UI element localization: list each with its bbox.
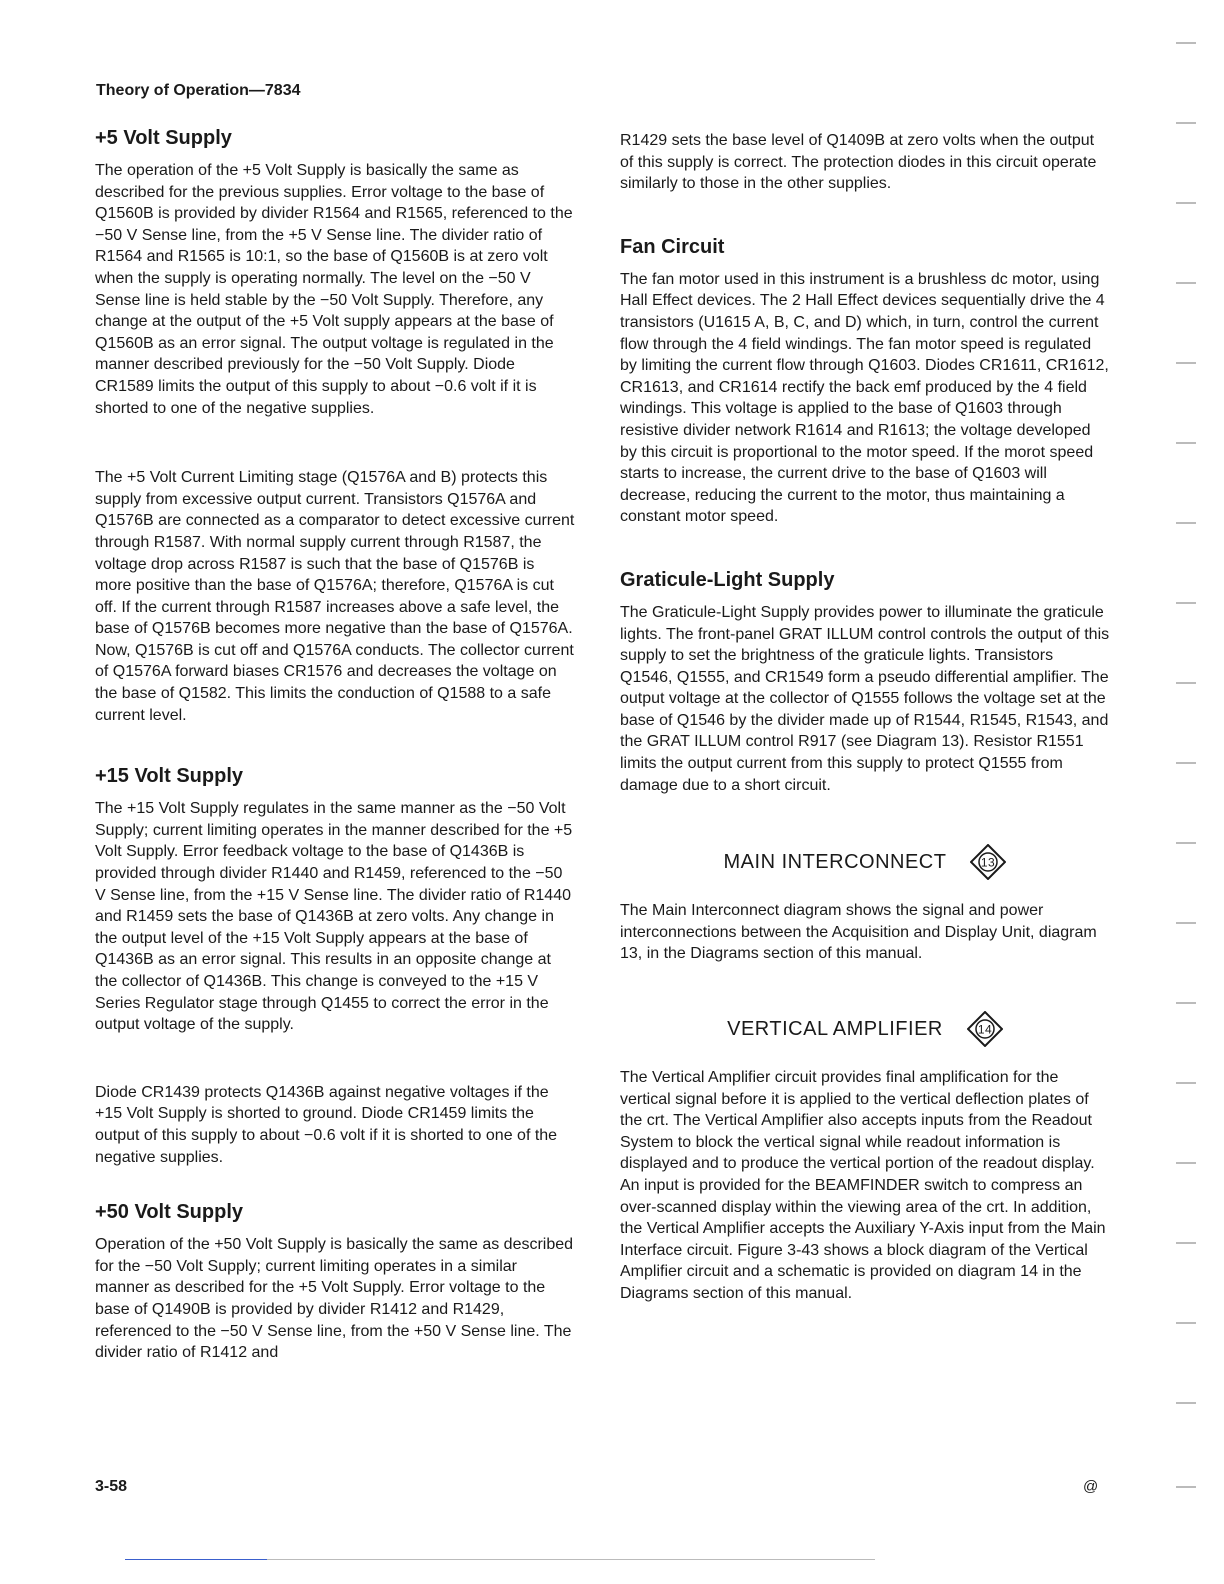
paragraph-vertical-amplifier: The Vertical Amplifier circuit provides final amplification for the vertical signal before it is applied to the vertical deflection plates of the crt. The Vertical Amplifier also accepts inputs from the Readout System to block the vertical signal while readout information is displayed and to produce the vertical portion of the readout display. An input is provided for the BEAMFINDER switch to compress an over-scanned display within the viewing area of the crt. In addition, the Vertical Amplifier accepts the Auxiliary Y-Axis input from the Main Interface circuit. Figure 3-43 shows a block diagram of the Vertical Amplifier circuit and a schematic is provided on diagram 14 in the Diagrams section of this manual.	[620, 1069, 1106, 1302]
scan-bottom-rule-blue	[125, 1559, 267, 1560]
page-header: Theory of Operation—7834	[96, 82, 301, 99]
section-heading-graticule-light: Graticule-Light Supply	[620, 568, 835, 591]
scan-edge-mark	[1176, 1322, 1196, 1324]
scan-edge-mark	[1176, 202, 1196, 204]
scan-edge-mark	[1176, 122, 1196, 124]
paragraph-fan-circuit: The fan motor used in this instrument is a brushless dc motor, using Hall Effect devices. The 2 Hall Effect devices sequentially drive the 4 transistors (U1615 A, B, C, and D) which, in turn, control the current flow through the 4 field windings. The fan motor speed is regulated by limiting the current flow through Q1603. Diodes CR1611, CR1612, CR1613, and CR1614 rectify the back emf produced by the 4 field windings. This voltage is applied to the base of Q1603 through resistive divider network R1614 and R1613; the voltage developed by this circuit is proportional to the motor speed. If the morot speed starts to increase, the current drive to the base of Q1603 will decrease, reducing the current to the motor, thus maintaining a constant motor speed.	[620, 270, 1109, 526]
scan-edge-mark	[1176, 282, 1196, 284]
diagram-number-label: 14	[977, 1022, 993, 1037]
section-heading-plus50: +50 Volt Supply	[95, 1201, 243, 1224]
scan-edge-mark	[1176, 1162, 1196, 1164]
scan-edge-mark	[1176, 1002, 1196, 1004]
main-interconnect-title	[620, 842, 1110, 882]
section-heading-fan-circuit: Fan Circuit	[620, 235, 725, 258]
scan-edge-mark	[1176, 682, 1196, 684]
section-heading-plus15: +15 Volt Supply	[95, 765, 243, 788]
right-column	[620, 126, 1110, 1305]
paragraph-plus5-operation: The operation of the +5 Volt Supply is basically the same as described for the previous supplies. Error voltage to the base of Q1560B is provided by divider R1564 and R1565, referenced to the −50 V Sense line, from the +5 V Sense line. The divider ratio of R1564 and R1565 is 10:1, so the base of Q1560B is at zero volt when the supply is operating normally. The level on the −50 V Sense line is held stable by the −50 Volt Supply. Therefore, any change at the output of the +5 Volt supply appears at the base of Q1560B as an error signal. The output voltage is regulated in the manner described previously for the −50 Volt Supply. Diode CR1589 limits the output of this supply to about −0.6 volt if it is shorted to one of the negative supplies.	[95, 162, 573, 417]
main-interconnect-heading: MAIN INTERCONNECT	[723, 850, 947, 873]
scan-edge-mark	[1176, 922, 1196, 924]
paragraph-plus5-current-limiting: The +5 Volt Current Limiting stage (Q1576A and B) protects this supply from excessive output current. Transistors Q1576A and Q1576B are connected as a comparator to detect excessive current through R1587. With normal supply current through R1587, the voltage drop across R1587 is such that the base of Q1576B is more positive than the base of Q1576A; therefore, Q1576A is cut off. If the current through R1587 increases above a safe level, the base of Q1576B becomes more negative than the base of Q1576A. Now, Q1576B is cut off and Q1576A conducts. The collector current of Q1576A forward biases CR1576 and decreases the voltage on the base of Q1582. This limits the conduction of Q1588 to a safe current level.	[95, 469, 575, 724]
diagram-number-label: 13	[981, 855, 996, 870]
paragraph-main-interconnect: The Main Interconnect diagram shows the signal and power interconnections between the Acquisition and Display Unit, diagram 13, in the Diagrams section of this manual.	[620, 902, 1097, 963]
scan-edge-mark	[1176, 522, 1196, 524]
scan-edge-mark	[1176, 442, 1196, 444]
page-number: 3-58	[95, 1478, 128, 1495]
diagram-number-diamond-icon	[970, 844, 1006, 880]
scan-edge-mark	[1176, 1486, 1196, 1488]
scan-edge-mark	[1176, 1402, 1196, 1404]
scan-edge-mark	[1176, 362, 1196, 364]
paragraph-plus50-operation: Operation of the +50 Volt Supply is basically the same as described for the −50 Volt Supply; current limiting operates in a similar manner as described for the +5 Volt Supply. Error voltage to the base of Q1490B is provided by divider R1412 and R1429, referenced to the −50 V Sense line, from the +50 V Sense line. The divider ratio of R1412 and	[95, 1236, 574, 1362]
scan-edge-mark	[1176, 1082, 1196, 1084]
scan-edge-mark	[1176, 762, 1196, 764]
scan-edge-mark	[1176, 842, 1196, 844]
scan-bottom-rule	[267, 1559, 875, 1560]
paragraph-plus50-continued: R1429 sets the base level of Q1409B at zero volts when the output of this supply is correct. The protection diodes in this circuit operate similarly to those in the other supplies.	[620, 132, 1097, 193]
section-heading-plus5: +5 Volt Supply	[95, 127, 232, 149]
vertical-amplifier-heading: VERTICAL AMPLIFIER	[727, 1017, 943, 1040]
paragraph-graticule-light: The Graticule-Light Supply provides power to illuminate the graticule lights. The front-panel GRAT ILLUM control controls the output of this supply to set the brightness of the graticule lights. Transistors Q1546, Q1555, and CR1549 form a pseudo differential amplifier. The output voltage at the collector of Q1555 follows the voltage set at the base of Q1546 by the divider made up of R1544, R1545, R1543, and the GRAT ILLUM control R917 (see Diagram 13). Resistor R1551 limits the output current from this supply to protect Q1555 from damage due to a short circuit.	[620, 603, 1110, 794]
scan-edge-mark	[1176, 42, 1196, 44]
vertical-amplifier-title	[620, 1009, 1110, 1049]
scan-edge-mark	[1176, 1242, 1196, 1244]
scan-edge-mark	[1176, 602, 1196, 604]
paragraph-plus15-protection: Diode CR1439 protects Q1436B against negative voltages if the +15 Volt Supply is shorted to ground. Diode CR1459 limits the output of this supply to about −0.6 volt if it is shorted to one of the negative supplies.	[95, 1083, 558, 1166]
footer-mark: @	[1083, 1478, 1099, 1495]
diagram-number-diamond-icon	[967, 1011, 1003, 1047]
paragraph-plus15-operation: The +15 Volt Supply regulates in the same manner as the −50 Volt Supply; current limiting operates in the manner described for the +5 Volt Supply. Error feedback voltage to the base of Q1436B is provided through divider R1440 and R1459, referenced to the −50 V Sense line, from the +15 V Sense line. The divider ratio of R1440 and R1459 sets the base of Q1436B at zero volts. Any change in the output level of the +15 Volt Supply appears at the base of Q1436B as an error signal. This results in an opposite change at the collector of Q1436B. This change is conveyed to the +15 V Series Regulator stage through Q1455 to correct the error in the output voltage of the supply.	[95, 800, 573, 1034]
left-column	[95, 126, 575, 1364]
